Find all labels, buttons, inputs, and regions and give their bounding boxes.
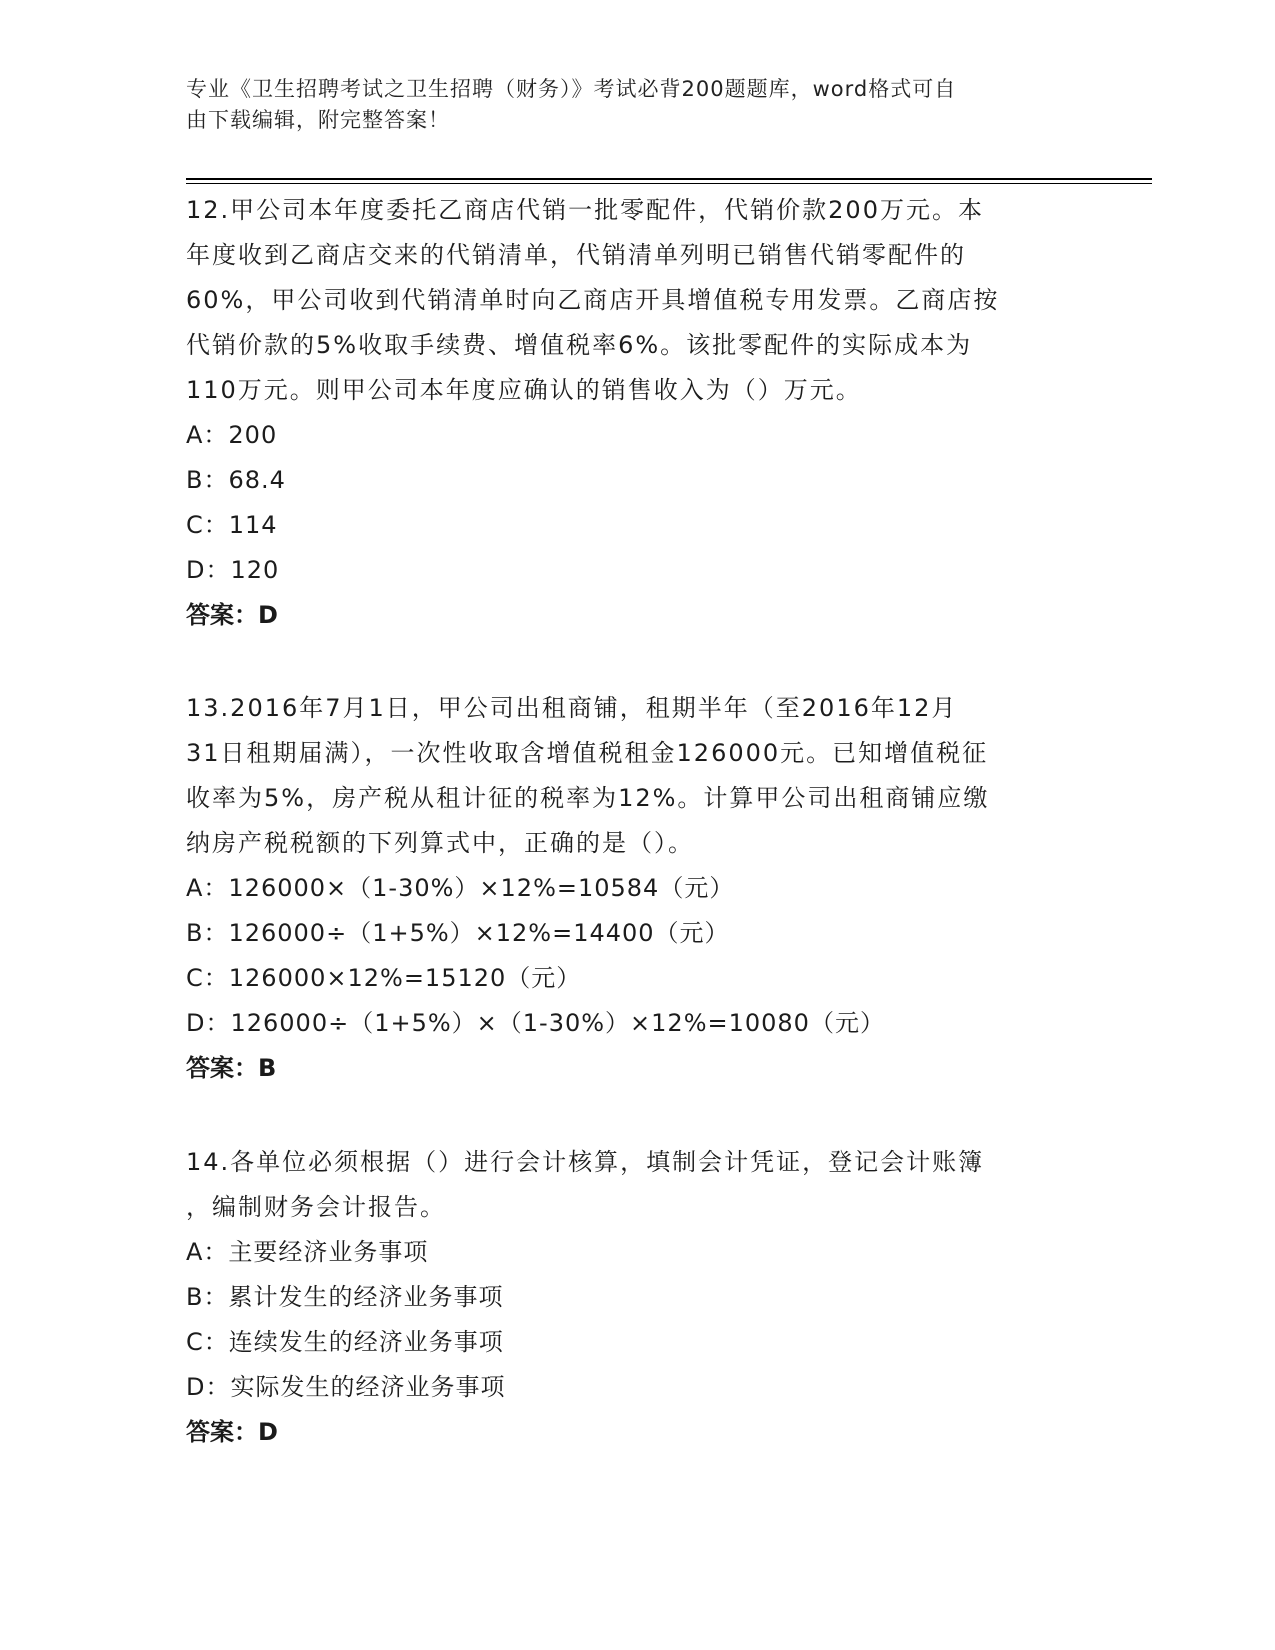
question-14 bbox=[186, 1140, 1086, 1455]
stem-line: 14.各单位必须根据（）进行会计核算，填制会计凭证，登记会计账簿 bbox=[186, 1148, 985, 1176]
option-b: B：126000÷（1+5%）×12%=14400（元） bbox=[186, 919, 730, 947]
stem-line: 12.甲公司本年度委托乙商店代销一批零配件，代销价款200万元。本 bbox=[186, 196, 984, 224]
stem-line: 纳房产税税额的下列算式中，正确的是（）。 bbox=[186, 829, 694, 857]
question-13 bbox=[186, 686, 1086, 1091]
option-b: B：累计发生的经济业务事项 bbox=[186, 1283, 504, 1311]
option-c: C：114 bbox=[186, 511, 278, 539]
option-c: C：126000×12%=15120（元） bbox=[186, 964, 582, 992]
stem-line: 收率为5%，房产税从租计征的税率为12%。计算甲公司出租商铺应缴 bbox=[186, 784, 990, 812]
answer: 答案：D bbox=[186, 601, 278, 629]
question-12 bbox=[186, 188, 1086, 638]
option-d: D：120 bbox=[186, 556, 280, 584]
stem-line: 代销价款的5%收取手续费、增值税率6%。该批零配件的实际成本为 bbox=[186, 331, 973, 359]
option-a: A：126000×（1-30%）×12%=10584（元） bbox=[186, 874, 735, 902]
answer: 答案：D bbox=[186, 1418, 278, 1446]
stem-line: 110万元。则甲公司本年度应确认的销售收入为（）万元。 bbox=[186, 376, 862, 404]
option-d: D：126000÷（1+5%）×（1-30%）×12%=10080（元） bbox=[186, 1009, 885, 1037]
document-header bbox=[186, 74, 1066, 136]
stem-line: 31日租期届满），一次性收取含增值税租金126000元。已知增值税征 bbox=[186, 739, 989, 767]
question-stem bbox=[186, 686, 1086, 866]
question-stem bbox=[186, 188, 1086, 413]
option-a: A：200 bbox=[186, 421, 278, 449]
option-b: B：68.4 bbox=[186, 466, 286, 494]
stem-line: ，编制财务会计报告。 bbox=[186, 1193, 446, 1221]
stem-line: 13.2016年7月1日，甲公司出租商铺，租期半年（至2016年12月 bbox=[186, 694, 958, 722]
answer: 答案：B bbox=[186, 1054, 277, 1082]
stem-line: 60%，甲公司收到代销清单时向乙商店开具增值税专用发票。乙商店按 bbox=[186, 286, 1000, 314]
option-c: C：连续发生的经济业务事项 bbox=[186, 1328, 504, 1356]
header-divider-thin bbox=[186, 183, 1152, 184]
stem-line: 年度收到乙商店交来的代销清单，代销清单列明已销售代销零配件的 bbox=[186, 241, 966, 269]
header-line-2: 由下载编辑，附完整答案！ bbox=[186, 108, 450, 132]
header-line-1: 专业《卫生招聘考试之卫生招聘（财务）》考试必背200题题库，word格式可自 bbox=[186, 77, 957, 101]
question-stem bbox=[186, 1140, 1086, 1230]
header-divider-thick bbox=[186, 178, 1152, 180]
option-a: A：主要经济业务事项 bbox=[186, 1238, 429, 1266]
option-d: D：实际发生的经济业务事项 bbox=[186, 1373, 506, 1401]
